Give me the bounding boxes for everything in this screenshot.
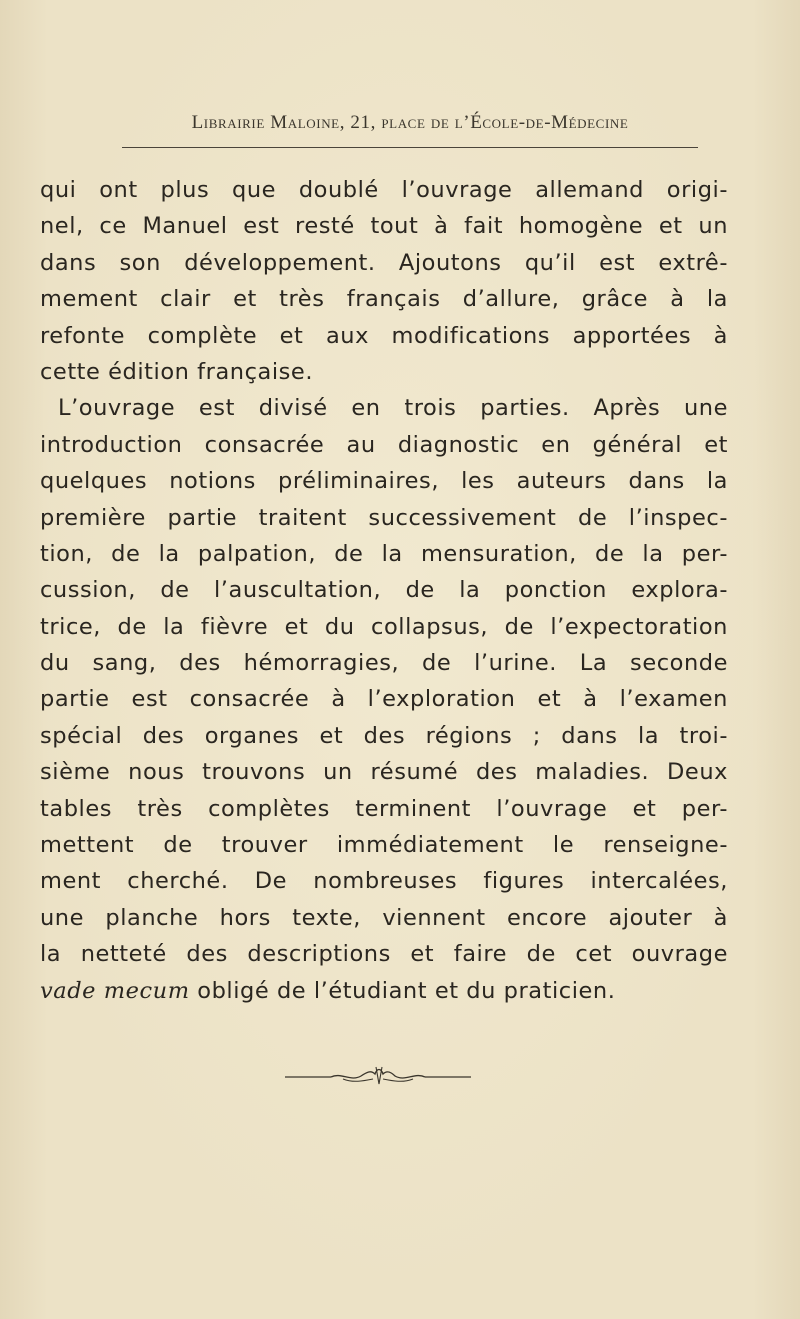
running-head	[120, 112, 700, 134]
body-text	[40, 172, 728, 1009]
text-line: une planche hors texte, viennent encore ajouter à	[40, 904, 728, 931]
text-line: L’ouvrage est divisé en trois parties. Après une	[58, 395, 728, 422]
text-line: sième nous trouvons un résumé des maladies. Deux	[40, 759, 728, 786]
text-line: spécial des organes et des régions ; dans la troi-	[40, 722, 728, 749]
text-line: dans son développement. Ajoutons qu’il est extrê-	[40, 249, 728, 276]
text-line: tables très complètes terminent l’ouvrage et per-	[40, 795, 728, 822]
running-head-number: 21	[350, 112, 371, 133]
text-line: refonte complète et aux modifications apportées à	[40, 322, 728, 349]
text-line: nel, ce Manuel est resté tout à fait homogène et un	[40, 213, 728, 240]
text-line-final	[40, 973, 728, 1009]
text-line: mettent de trouver immédiatement le renseigne-	[40, 832, 728, 859]
text-line: mement clair et très français d’allure, grâce à la	[40, 286, 728, 313]
header-rule	[122, 147, 698, 148]
text-line: qui ont plus que doublé l’ouvrage allemand origi-	[40, 177, 728, 203]
text-line: la netteté des descriptions et faire de cet ouvrage	[40, 941, 728, 968]
final-line-rest: obligé de l’étudiant et du praticien.	[189, 977, 616, 1004]
text-line: trice, de la fièvre et du collapsus, de l’expectoration	[40, 613, 728, 640]
text-line: du sang, des hémorragies, de l’urine. La seconde	[40, 650, 728, 677]
text-line: introduction consacrée au diagnostic en général et	[40, 431, 728, 458]
tailpiece-ornament	[283, 1064, 473, 1088]
text-line: cette édition française.	[40, 358, 314, 385]
text-line: tion, de la palpation, de la mensuration, de la per-	[40, 540, 728, 567]
text-line: partie est consacrée à l’exploration et à l’examen	[40, 686, 728, 713]
text-line: ment cherché. De nombreuses figures intercalées,	[40, 868, 728, 895]
text-line: première partie traitent successivement de l’inspec-	[40, 504, 728, 531]
italic-phrase: vade mecum	[40, 977, 190, 1004]
text-line: cussion, de l’auscultation, de la ponction explora-	[40, 577, 728, 604]
running-head-address: , place de l’École-de-Médecine	[370, 112, 629, 133]
running-head-publisher: Librairie Maloine,	[191, 112, 351, 133]
text-line: quelques notions préliminaires, les auteurs dans la	[40, 468, 728, 495]
